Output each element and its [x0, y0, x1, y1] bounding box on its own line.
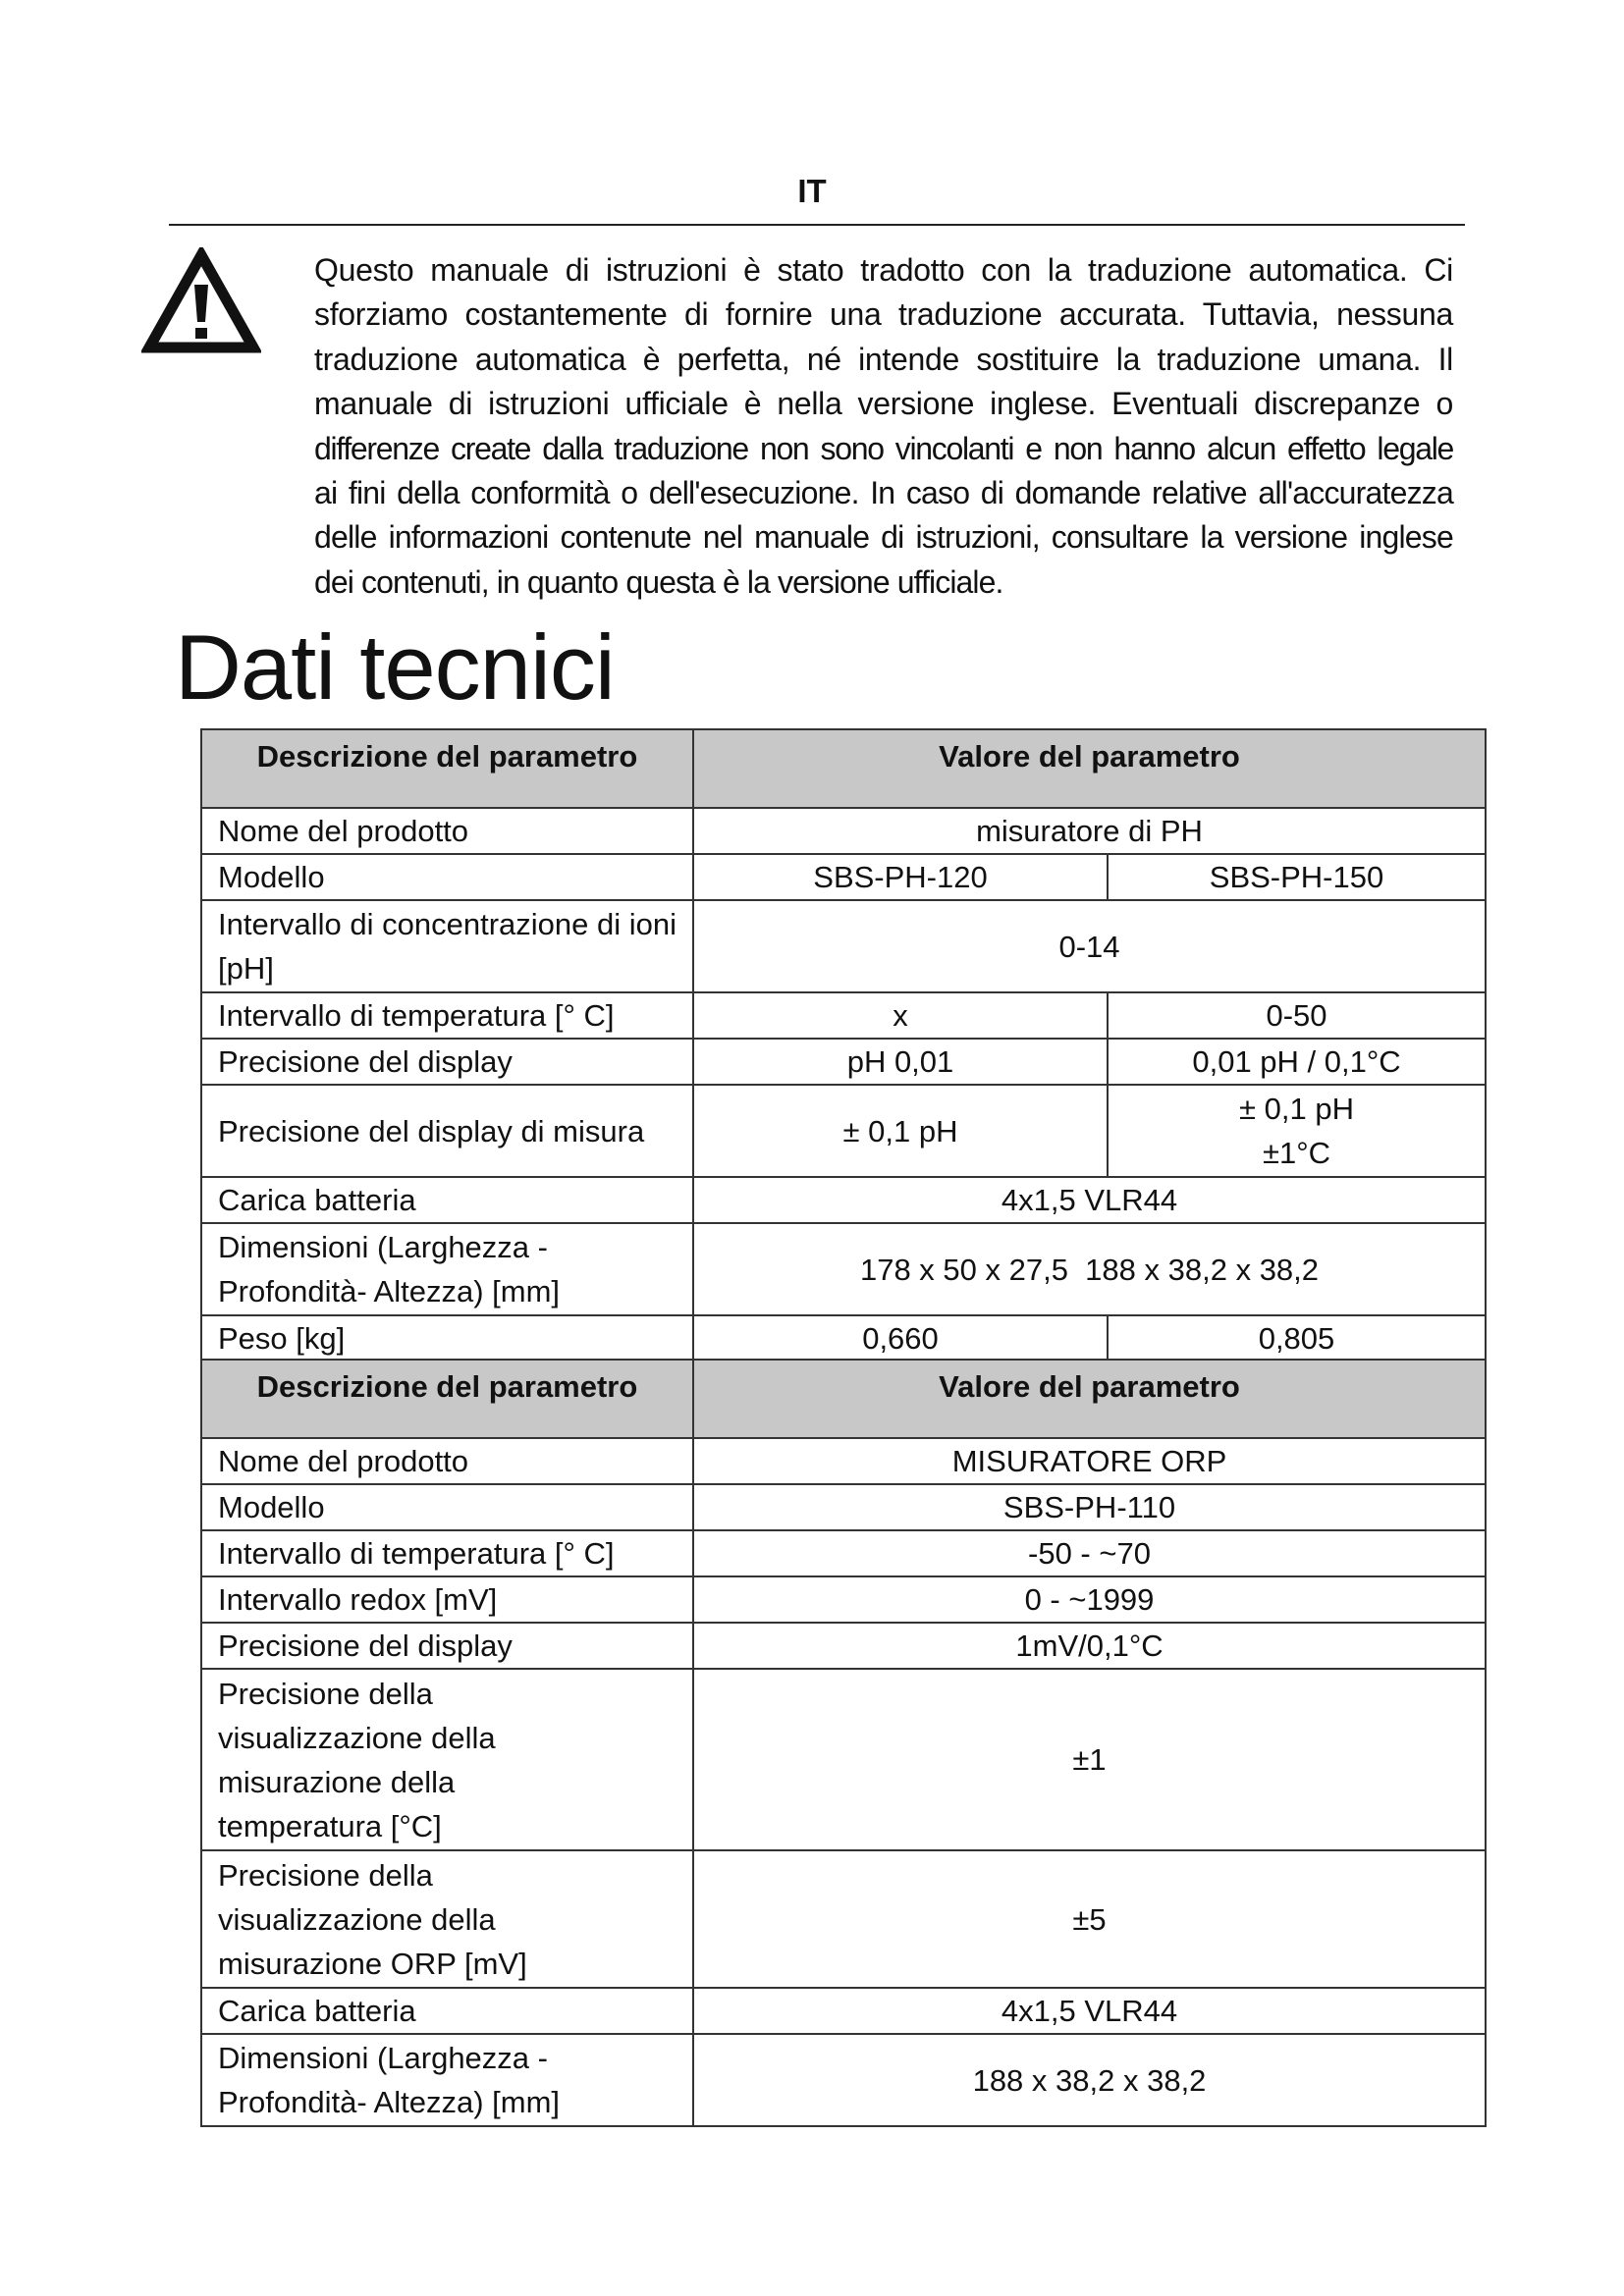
disclaimer-line: sforziamo costantemente di fornire una traduzione accurata. Tuttavia, nessuna — [314, 296, 1453, 333]
table-row — [201, 1223, 1486, 1315]
table-row — [201, 2034, 1486, 2126]
disclaimer-line: traduzione automatica è perfetta, né intende sostituire la traduzione umana. Il — [314, 341, 1453, 377]
row-value: SBS-PH-120 — [693, 854, 1108, 900]
table-row — [201, 1530, 1486, 1576]
row-value: MISURATORE ORP — [693, 1438, 1486, 1484]
row-label: Modello — [201, 1484, 693, 1530]
row-label: Intervallo di temperatura [° C] — [201, 1530, 693, 1576]
row-value: 0 - ~1999 — [693, 1576, 1486, 1623]
table-row — [201, 1438, 1486, 1484]
row-label: Dimensioni (Larghezza - Profondità- Altezza) [mm] — [201, 1223, 693, 1315]
row-label: Precisione della visualizzazione della misurazione ORP [mV] — [201, 1850, 693, 1988]
row-value: 0,01 pH / 0,1°C — [1108, 1039, 1486, 1085]
row-value: 0-50 — [1108, 992, 1486, 1039]
row-label: Intervallo redox [mV] — [201, 1576, 693, 1623]
table-row — [201, 1623, 1486, 1669]
row-label: Modello — [201, 854, 693, 900]
row-value: SBS-PH-150 — [1108, 854, 1486, 900]
row-value: pH 0,01 — [693, 1039, 1108, 1085]
table-row — [201, 854, 1486, 900]
table-row — [201, 1177, 1486, 1223]
disclaimer-line: delle informazioni contenute nel manuale di istruzioni, consultare la versione inglese — [314, 519, 1453, 556]
table-row — [201, 900, 1486, 992]
table-header-row — [201, 729, 1486, 808]
row-label: Precisione della visualizzazione della misurazione della temperatura [°C] — [201, 1669, 693, 1850]
language-code: IT — [797, 173, 827, 209]
table-row — [201, 992, 1486, 1039]
disclaimer-line: dei contenuti, in quanto questa è la versione ufficiale. — [314, 563, 1003, 600]
table-row — [201, 808, 1486, 854]
row-label: Carica batteria — [201, 1177, 693, 1223]
row-value: 178 x 50 x 27,5 188 x 38,2 x 38,2 — [693, 1223, 1486, 1315]
row-value-line: ±1°C — [1262, 1136, 1331, 1170]
row-label: Nome del prodotto — [201, 808, 693, 854]
row-value: 0,660 — [693, 1315, 1108, 1362]
table-row — [201, 1988, 1486, 2034]
row-value-stack — [1108, 1085, 1486, 1177]
row-value: 188 x 38,2 x 38,2 — [693, 2034, 1486, 2126]
table-row — [201, 1576, 1486, 1623]
row-value: 4x1,5 VLR44 — [693, 1177, 1486, 1223]
row-label: Precisione del display — [201, 1039, 693, 1085]
row-value: 4x1,5 VLR44 — [693, 1988, 1486, 2034]
row-label: Nome del prodotto — [201, 1438, 693, 1484]
warning-triangle-icon — [141, 247, 261, 355]
param-column-header: Descrizione del parametro — [201, 729, 693, 808]
row-value: 1mV/0,1°C — [693, 1623, 1486, 1669]
param-column-header: Descrizione del parametro — [201, 1360, 693, 1438]
row-label: Peso [kg] — [201, 1315, 693, 1362]
row-value: 0-14 — [693, 900, 1486, 992]
row-value: -50 - ~70 — [693, 1530, 1486, 1576]
row-value: 0,805 — [1108, 1315, 1486, 1362]
row-label: Dimensioni (Larghezza - Profondità- Altezza) [mm] — [201, 2034, 693, 2126]
table-row — [201, 1315, 1486, 1362]
table-row — [201, 1039, 1486, 1085]
header-divider — [169, 224, 1465, 226]
table-row — [201, 1850, 1486, 1988]
table-row — [201, 1484, 1486, 1530]
row-label: Carica batteria — [201, 1988, 693, 2034]
row-value: ±1 — [693, 1669, 1486, 1850]
translation-disclaimer — [314, 248, 1453, 605]
value-column-header: Valore del parametro — [693, 1360, 1486, 1438]
disclaimer-line: ai fini della conformità o dell'esecuzione. In caso di domande relative all'accuratezza — [314, 474, 1453, 510]
table-row — [201, 1085, 1486, 1177]
orp-meter-spec-table — [200, 1359, 1487, 2127]
row-value: x — [693, 992, 1108, 1039]
row-value: misuratore di PH — [693, 808, 1486, 854]
value-column-header: Valore del parametro — [693, 729, 1486, 808]
disclaimer-line: manuale di istruzioni ufficiale è nella versione inglese. Eventuali discrepanze o — [314, 386, 1453, 422]
row-value: ±5 — [693, 1850, 1486, 1988]
table-row — [201, 1669, 1486, 1850]
disclaimer-line: differenze create dalla traduzione non sono vincolanti e non hanno alcun effetto legale — [314, 430, 1453, 466]
row-value-line: ± 0,1 pH — [1239, 1092, 1354, 1126]
page-title: Dati tecnici — [175, 615, 615, 719]
table-header-row — [201, 1360, 1486, 1438]
row-label: Intervallo di temperatura [° C] — [201, 992, 693, 1039]
row-value: ± 0,1 pH — [693, 1085, 1108, 1177]
row-value: SBS-PH-110 — [693, 1484, 1486, 1530]
row-label: Precisione del display — [201, 1623, 693, 1669]
row-label: Precisione del display di misura — [201, 1085, 693, 1177]
ph-meter-spec-table — [200, 728, 1487, 1362]
disclaimer-line: Questo manuale di istruzioni è stato tradotto con la traduzione automatica. Ci — [314, 252, 1453, 288]
row-label: Intervallo di concentrazione di ioni [pH] — [201, 900, 693, 992]
